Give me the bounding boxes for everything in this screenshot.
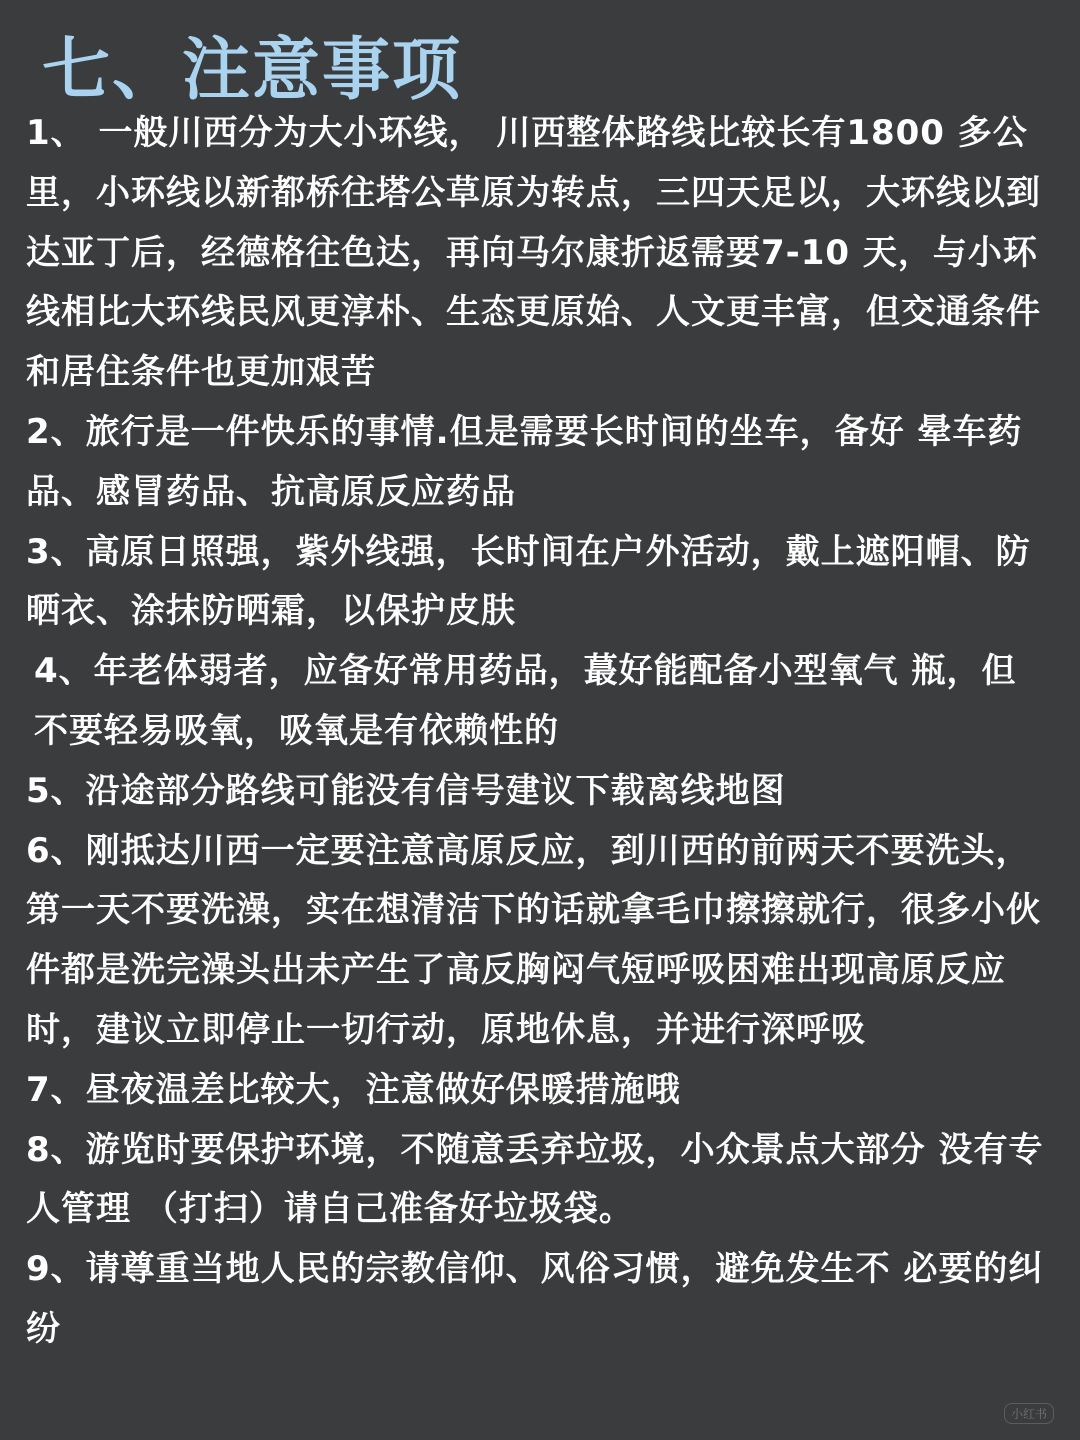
notice-item-8: 8、游览时要保护环境，不随意丢弃垃圾，小众景点大部分 没有专人管理 （打扫）请自己准备好垃圾袋。	[26, 1129, 1044, 1230]
notice-item-5: 5、沿途部分路线可能没有信号建议下载离线地图	[26, 770, 786, 811]
notice-item-6: 6、刚抵达川西一定要注意高原反应，到川西的前两天不要洗头，第一天不要洗澡，实在想清洁下的话就拿毛巾擦擦就行，很多小伙件都是洗完澡头出未产生了高反胸闷气短呼吸困难出现高原反应时，建议立即停止一切行动，原地休息，并进行深呼吸	[26, 830, 1041, 1050]
section-title: 七、注意事项	[42, 31, 463, 110]
notice-item-1: 1、 一般川西分为大小环线， 川西整体路线比较长有1800 多公里，小环线以新都桥往塔公草原为转点，三四天足以，大环线以到达亚丁后，经德格往色达，再向马尔康折返需要7-10 天，与小环线相比大环线民风更淳朴、生态更原始、人文更丰富，但交通条件和居住条件也更加艰苦	[26, 113, 1041, 393]
watermark-logo: 小红书	[1004, 1403, 1054, 1424]
notice-item-7: 7、昼夜温差比较大，注意做好保暖措施哦	[26, 1069, 681, 1110]
notice-item-3: 3、高原日照强，紫外线强，长时间在户外活动，戴上遮阳帽、防晒衣、涂抹防晒霜，以保护皮肤	[26, 531, 1031, 632]
notice-list	[26, 104, 1046, 1360]
notice-item-4: 4、年老体弱者，应备好常用药品，蕞好能配备小型氧气 瓶，但不要轻易吸氧，吸氧是有依赖性的	[34, 651, 1017, 751]
notice-item-9: 9、请尊重当地人民的宗教信仰、风俗习惯，避免发生不 必要的纠纷	[26, 1249, 1044, 1349]
notice-item-2: 2、旅行是一件快乐的事情.但是需要长时间的坐车，备好 晕车药品、感冒药品、抗高原反应药品	[26, 411, 1023, 512]
